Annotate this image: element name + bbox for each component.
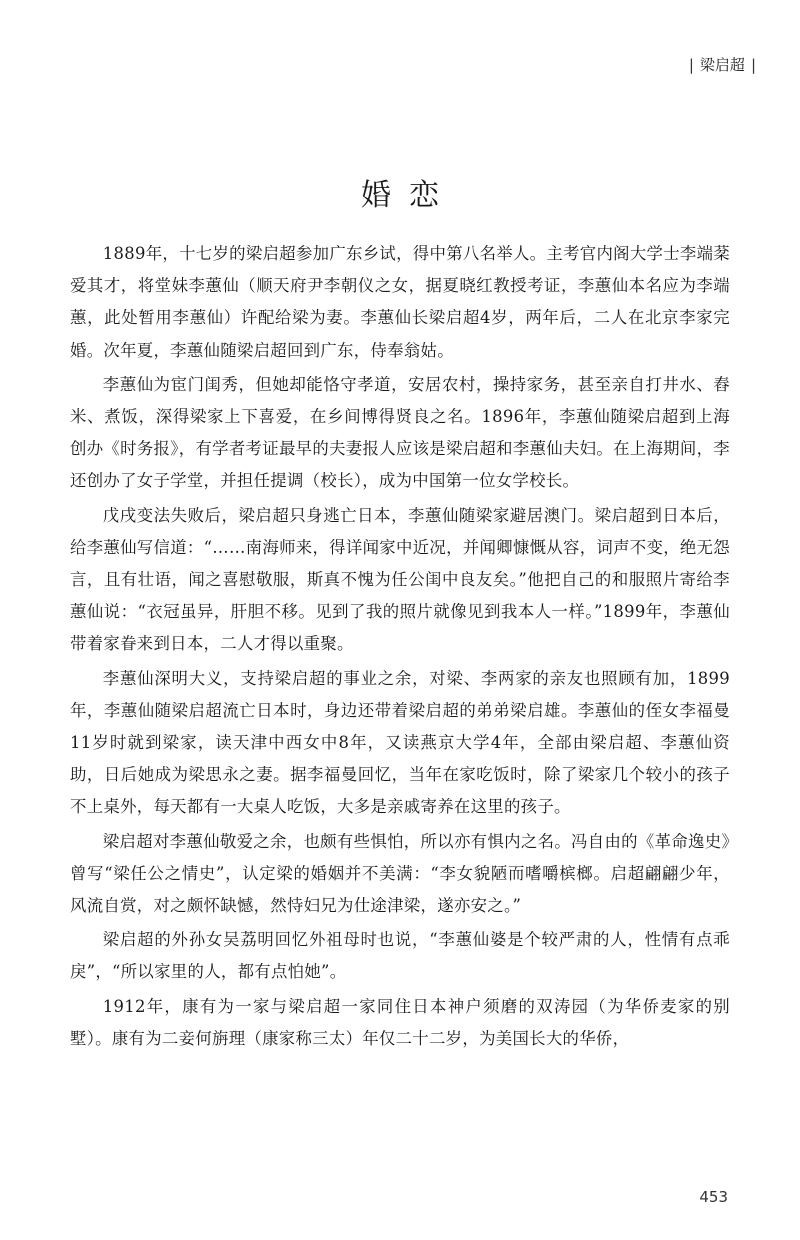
page-number: 453: [699, 1188, 728, 1206]
paragraph-5: 梁启超对李蕙仙敬爱之余，也颇有些惧怕，所以亦有惧内之名。冯自由的《革命逸史》曾写“梁任公之情史”，认定梁的婚姻并不美满：“李女貌陋而嗜嚼槟榔。启超翩翩少年，风流自赏，对之颇怀缺憾，然恃妇兄为仕途津梁，遂亦安之。”: [70, 831, 730, 916]
paragraph-1: 1889年，十七岁的梁启超参加广东乡试，得中第八名举人。主考官内阁大学士李端棻爱其才，将堂妹李蕙仙（顺天府尹李朝仪之女，据夏晓红教授考证，李蕙仙本名应为李端蕙，此处暂用李蕙仙）许配给梁为妻。李蕙仙长梁启超4岁，两年后，二人在北京李家完婚。次年夏，李蕙仙随梁启超回到广东，侍奉翁姑。: [70, 244, 730, 360]
running-title: 梁启超: [699, 56, 745, 74]
paragraph-6: 梁启超的外孙女吴荔明回忆外祖母时也说，“李蕙仙婆是个较严肃的人，性情有点乖戾”，“所以家里的人，都有点怕她”。: [70, 930, 730, 982]
body-text: [70, 238, 730, 1057]
chapter-title: 婚恋: [361, 178, 457, 213]
paragraph-2: 李蕙仙为宦门闺秀，但她却能恪守孝道，安居农村，操持家务，甚至亲自打井水、舂米、煮饭，深得梁家上下喜爱，在乡间博得贤良之名。1896年，李蕙仙随梁启超到上海创办《时务报》，有学者考证最早的夫妻报人应该是梁启超和李蕙仙夫妇。在上海期间，李还创办了女子学堂，并担任提调（校长），成为中国第一位女学校长。: [70, 374, 730, 491]
header-separator-left: |: [688, 56, 694, 74]
header-separator-right: |: [750, 56, 756, 74]
running-header: [683, 54, 762, 75]
paragraph-3: 戊戌变法失败后，梁启超只身逃亡日本，李蕙仙随梁家避居澳门。梁启超到日本后，给李蕙仙写信道：“……南海师来，得详闻家中近况，并闻卿慷慨从容，词声不变，绝无怨言，且有壮语，闻之喜慰敬服，斯真不愧为任公闺中良友矣。”他把自己的和服照片寄给李蕙仙说：“衣冠虽异，肝胆不移。见到了我的照片就像见到我本人一样。”1899年，李蕙仙带着家眷来到日本，二人才得以重聚。: [70, 505, 730, 654]
paragraph-7: 1912年，康有为一家与梁启超一家同住日本神户须磨的双涛园（为华侨麦家的别墅）。康有为二妾何旃理（康家称三太）年仅二十二岁，为美国长大的华侨，: [70, 996, 730, 1048]
paragraph-4: 李蕙仙深明大义，支持梁启超的事业之余，对梁、李两家的亲友也照顾有加，1899年，李蕙仙随梁启超流亡日本时，身边还带着梁启超的弟弟梁启雄。李蕙仙的侄女李福曼11岁时就到梁家，读天津中西女中8年，又读燕京大学4年，全部由梁启超、李蕙仙资助，日后她成为梁思永之妻。据李福曼回忆，当年在家吃饭时，除了梁家几个较小的孩子不上桌外，每天都有一大桌人吃饭，大多是亲戚寄养在这里的孩子。: [70, 668, 730, 817]
